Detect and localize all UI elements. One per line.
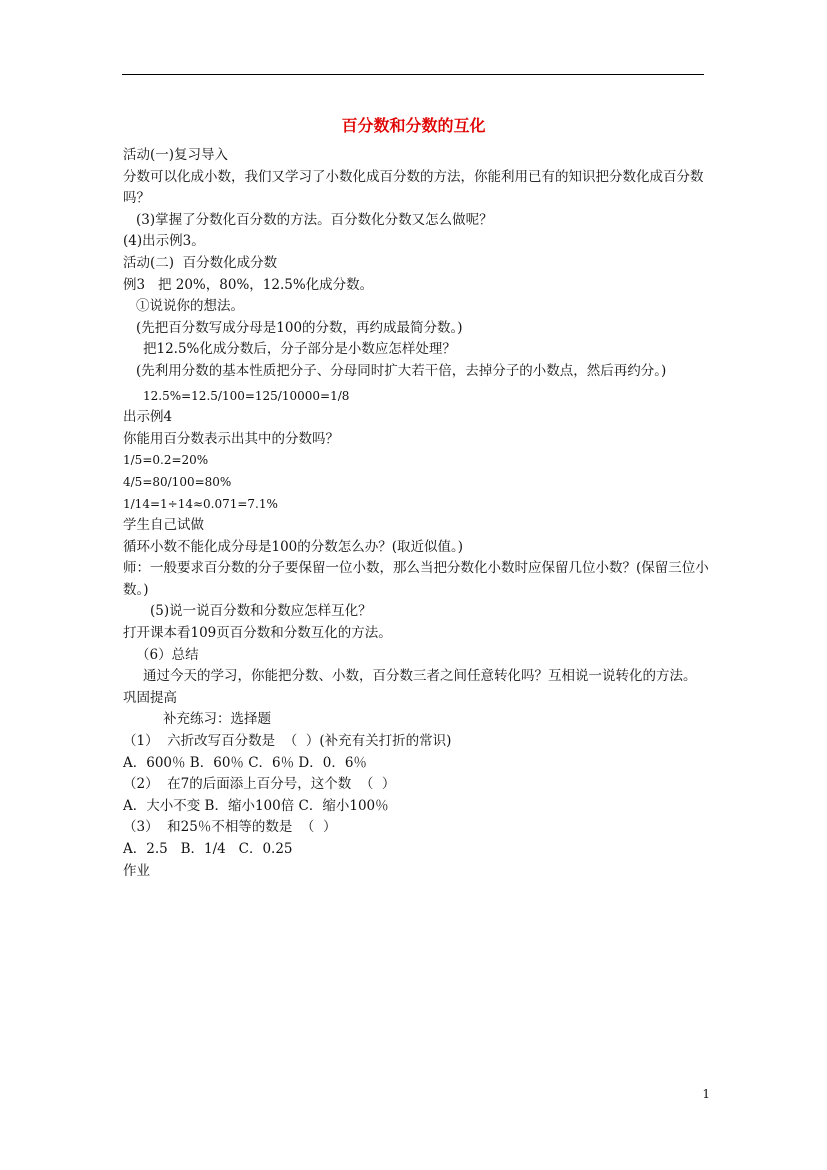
paragraph: 循环小数不能化成分母是100的分数怎么办？(取近似值。): [123, 538, 464, 555]
header-rule: [122, 74, 704, 75]
paragraph: (先利用分数的基本性质把分子、分母同时扩大若干倍，去掉分子的小数点，然后再约分。): [136, 362, 667, 379]
document-body: [123, 145, 709, 882]
paragraph: (5)说一说百分数和分数应怎样互化？: [150, 603, 372, 620]
answer-options: A．大小不变 B．缩小100倍 C．缩小100％: [123, 797, 389, 814]
paragraph: (4)出示例3。: [123, 233, 205, 250]
section-heading-consolidation: 巩固提高: [123, 689, 177, 706]
answer-options: A．600％ B．60％ C．6％ D．0．6％: [123, 754, 367, 771]
paragraph: (先把百分数写成分母是100的分数，再约成最简分数。): [136, 319, 463, 336]
paragraph: 通过今天的学习，你能把分数、小数，百分数三者之间任意转化吗？互相说一说转化的方法。: [143, 668, 697, 685]
section-heading-summary: （6）总结: [136, 646, 199, 663]
section-heading-activity-2: 活动(二) 百分数化成分数: [123, 254, 278, 271]
paragraph: 出示例4: [123, 409, 173, 426]
paragraph: 打开课本看109页百分数和分数互化的方法。: [123, 625, 392, 642]
paragraph: 你能用百分数表示出其中的分数吗？: [123, 430, 339, 447]
paragraph: 学生自己试做: [123, 517, 204, 534]
paragraph: (3)掌握了分数化百分数的方法。百分数化分数又怎么做呢？: [136, 211, 493, 228]
example-heading: 例3 把 20%，80%，12.5%化成分数。: [123, 276, 374, 293]
question: （2） 在7的后面添上百分号，这个数 （ ）: [123, 776, 396, 793]
answer-options: A．2.5 B．1/4 C．0.25: [123, 841, 293, 857]
paragraph: 把12.5%化成分数后，分子部分是小数应怎样处理？: [143, 341, 456, 358]
paragraph: 补充练习：选择题: [163, 711, 271, 728]
page-number: 1: [702, 1087, 710, 1101]
paragraph: 分数可以化成小数，我们又学习了小数化成百分数的方法，你能利用已有的知识把分数化成百分数吗？: [123, 168, 704, 207]
equation: 4/5=80/100=80%: [123, 474, 232, 489]
equation: 1/14=1÷14≈0.071=7.1%: [123, 496, 278, 511]
equation: 1/5=0.2=20%: [123, 453, 209, 468]
paragraph: 师：一般要求百分数的分子要保留一位小数，那么当把分数化小数时应保留几位小数？(保留三位小数。): [123, 560, 709, 598]
question: （1） 六折改写百分数是 （ ）(补充有关打折的常识): [123, 733, 452, 750]
document-title: 百分数和分数的互化: [341, 116, 486, 135]
question: （3） 和25％不相等的数是 （ ）: [123, 819, 337, 836]
paragraph: ①说说你的想法。: [136, 298, 244, 315]
section-heading-activity-1: 活动(一)复习导入: [123, 147, 229, 163]
equation: 12.5%=12.5/100=125/10000=1/8: [143, 388, 350, 403]
section-heading-homework: 作业: [123, 862, 150, 879]
